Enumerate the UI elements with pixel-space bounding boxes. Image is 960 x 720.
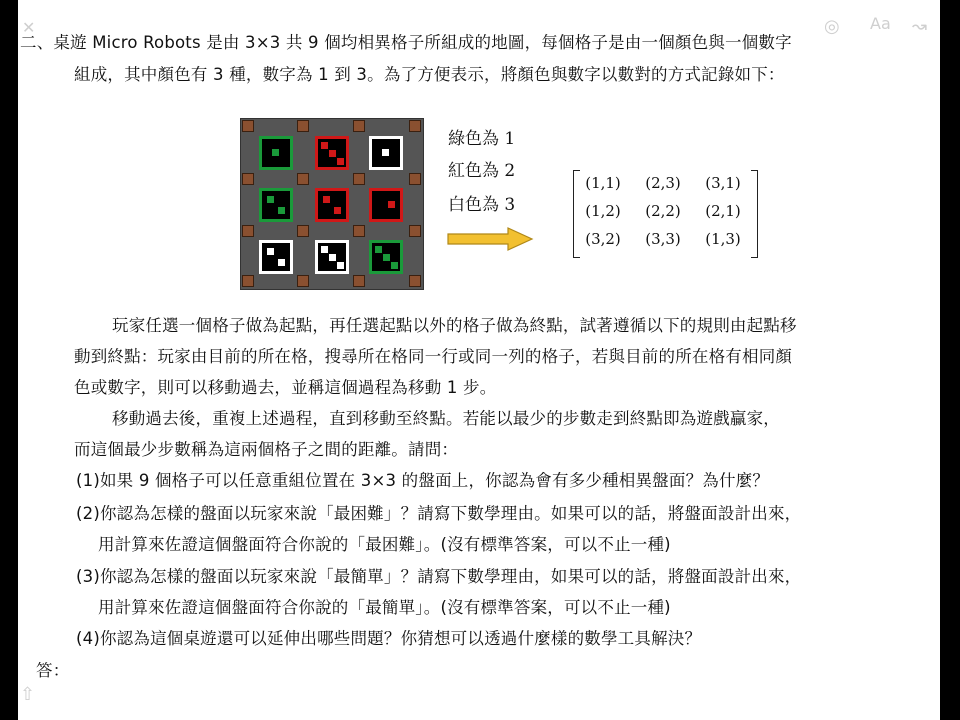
legend-green: 綠色為 1 — [448, 129, 516, 149]
intro-line-1: 二、桌遊 Micro Robots 是由 3×3 共 9 個均相異格子所組成的地圖，每個格子是由一個顏色與一個數字 — [20, 33, 792, 52]
question-3-line-1: (3)你認為怎樣的盤面以玩家來說「最簡單」？請寫下數學理由，如果可以的話，將盤面設計出來， — [76, 567, 802, 586]
tile-white-2 — [259, 240, 293, 274]
close-icon[interactable]: ✕ — [22, 18, 36, 37]
matrix-cell: (3,3) — [645, 230, 681, 248]
game-board-image — [240, 118, 424, 290]
document-page — [18, 0, 940, 720]
tile-red-1 — [369, 188, 403, 222]
question-2-line-2: 用計算來佐證這個盤面符合你說的「最困難」。(沒有標準答案，可以不止一種) — [98, 535, 671, 554]
question-3-line-2: 用計算來佐證這個盤面符合你說的「最簡單」。(沒有標準答案，可以不止一種) — [98, 598, 671, 617]
matrix-cell: (1,3) — [705, 230, 741, 248]
legend-red: 紅色為 2 — [448, 161, 516, 181]
tile-red-2 — [315, 188, 349, 222]
font-size-icon[interactable]: Aa — [870, 14, 891, 33]
pair-matrix — [573, 170, 758, 258]
share-icon[interactable]: ↝ — [912, 16, 928, 37]
upload-icon[interactable]: ⇧ — [20, 684, 36, 705]
settings-icon[interactable]: ◎ — [824, 16, 840, 37]
matrix-cell: (2,3) — [645, 174, 681, 192]
body-line-5: 而這個最少步數稱為這兩個格子之間的距離。請問： — [74, 440, 459, 459]
body-line-1: 玩家任選一個格子做為起點，再任選起點以外的格子做為終點，試著遵循以下的規則由起點移 — [112, 316, 797, 335]
matrix-cell: (3,1) — [705, 174, 741, 192]
matrix-cell: (3,2) — [585, 230, 621, 248]
question-4: (4)你認為這個桌遊還可以延伸出哪些問題？你猜想可以透過什麼樣的數學工具解決？ — [76, 629, 702, 648]
body-line-2: 動到終點：玩家由目前的所在格，搜尋所在格同一行或同一列的格子，若與目前的所在格有相同顏 — [74, 347, 793, 366]
matrix-cell: (2,2) — [645, 202, 681, 220]
tile-green-2 — [259, 188, 293, 222]
arrow-right-icon — [446, 226, 536, 252]
tile-green-1 — [259, 136, 293, 170]
body-line-3: 色或數字，則可以移動過去，並稱這個過程為移動 1 步。 — [74, 378, 497, 397]
question-2-line-1: (2)你認為怎樣的盤面以玩家來說「最困難」？請寫下數學理由。如果可以的話，將盤面設計出來， — [76, 504, 802, 523]
tile-white-1 — [369, 136, 403, 170]
tile-green-3 — [369, 240, 403, 274]
matrix-cell: (1,1) — [585, 174, 621, 192]
intro-line-2: 組成，其中顏色有 3 種，數字為 1 到 3。為了方便表示，將顏色與數字以數對的方式記錄如下： — [74, 65, 785, 84]
matrix-cell: (2,1) — [705, 202, 741, 220]
answer-label: 答： — [36, 661, 70, 680]
tile-white-3 — [315, 240, 349, 274]
legend-white: 白色為 3 — [448, 195, 516, 215]
body-line-4: 移動過去後，重複上述過程，直到移動至終點。若能以最少的步數走到終點即為遊戲贏家， — [112, 409, 780, 428]
tile-red-3 — [315, 136, 349, 170]
question-1: (1)如果 9 個格子可以任意重組位置在 3×3 的盤面上，你認為會有多少種相異盤面？為什麼？ — [76, 471, 770, 490]
matrix-cell: (1,2) — [585, 202, 621, 220]
